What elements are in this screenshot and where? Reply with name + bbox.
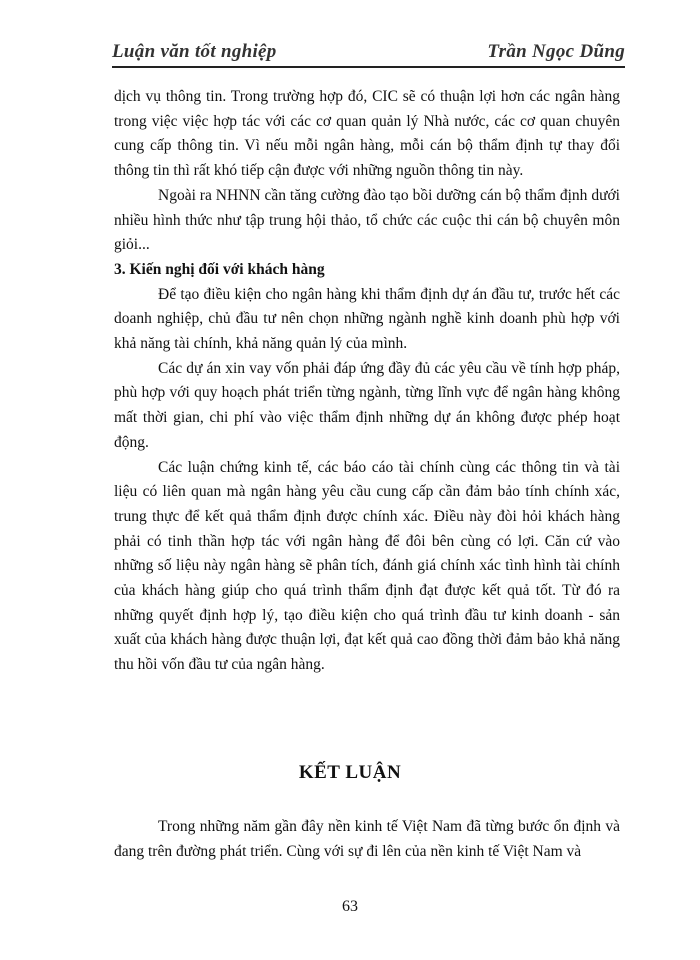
paragraph-project-requirements: Các dự án xin vay vốn phải đáp ứng đầy đủ các yêu cầu về tính hợp pháp, phù hợp với quy hoạch phát triển từng ngành, từng lĩnh vực để ngân hàng không mất thời gian, chi phí vào việc thẩm định những dự án không được phép hoạt động. [114,359,620,451]
paragraph-continued: dịch vụ thông tin. Trong trường hợp đó, CIC sẽ có thuận lợi hơn các ngân hàng trong việc việc hợp tác với các cơ quan quản lý Nhà nước, các cơ quan chuyên cung cấp thông tin. Vì nếu mỗi ngân hàng, mỗi cán bộ thẩm định tự thay đổi thông tin thì rất khó tiếp cận được với những nguồn thông tin này. [114,88,620,180]
header-author-name: Trần Ngọc Dũng [487,41,625,62]
paragraph-investor-choice: Để tạo điều kiện cho ngân hàng khi thẩm định dự án đầu tư, trước hết các doanh nghiệp, chủ đầu tư nên chọn những ngành nghề kinh doanh phù hợp với khả năng tài chính, khả năng quản lý của mình. [114,285,620,353]
paragraph-conclusion: Trong những năm gần đây nền kinh tế Việt Nam đã từng bước ổn định và đang trên đường phát triển. Cùng với sự đi lên của nền kinh tế Việt Nam và [114,818,620,860]
section-heading: 3. Kiến nghị đối với khách hàng [114,260,325,278]
main-content [114,85,620,678]
paragraph-financial-reports: Các luận chứng kinh tế, các báo cáo tài chính cùng các thông tin và tài liệu có liên quan mà ngân hàng yêu cầu cung cấp cần đảm bảo tính chính xác, trung thực để kết quả thẩm định được chính xác. Điều này đòi hỏi khách hàng phải có tinh thần hợp tác với ngân hàng để đôi bên cùng có lợi. Căn cứ vào những số liệu này ngân hàng sẽ phân tích, đánh giá chính xác tình hình tài chính của khách hàng giúp cho quá trình thẩm định đạt được kết quả tốt. Từ đó ra những quyết định hợp lý, tạo điều kiện cho quá trình đầu tư kinh doanh - sản xuất của khách hàng được thuận lợi, đạt kết quả cao đồng thời đảm bảo khả năng thu hồi vốn đầu tư của ngân hàng. [114,458,620,674]
conclusion-content [114,815,620,864]
header-thesis-title: Luận văn tốt nghiệp [112,41,277,62]
page-number: 63 [342,898,358,915]
paragraph-nhnn-training: Ngoài ra NHNN cần tăng cường đào tạo bồi dưỡng cán bộ thẩm định dưới nhiều hình thức như tập trung hội thảo, tổ chức các cuộc thi cán bộ chuyên môn giỏi... [114,186,620,254]
page-header [112,36,625,68]
conclusion-heading: KẾT LUẬN [298,762,402,783]
